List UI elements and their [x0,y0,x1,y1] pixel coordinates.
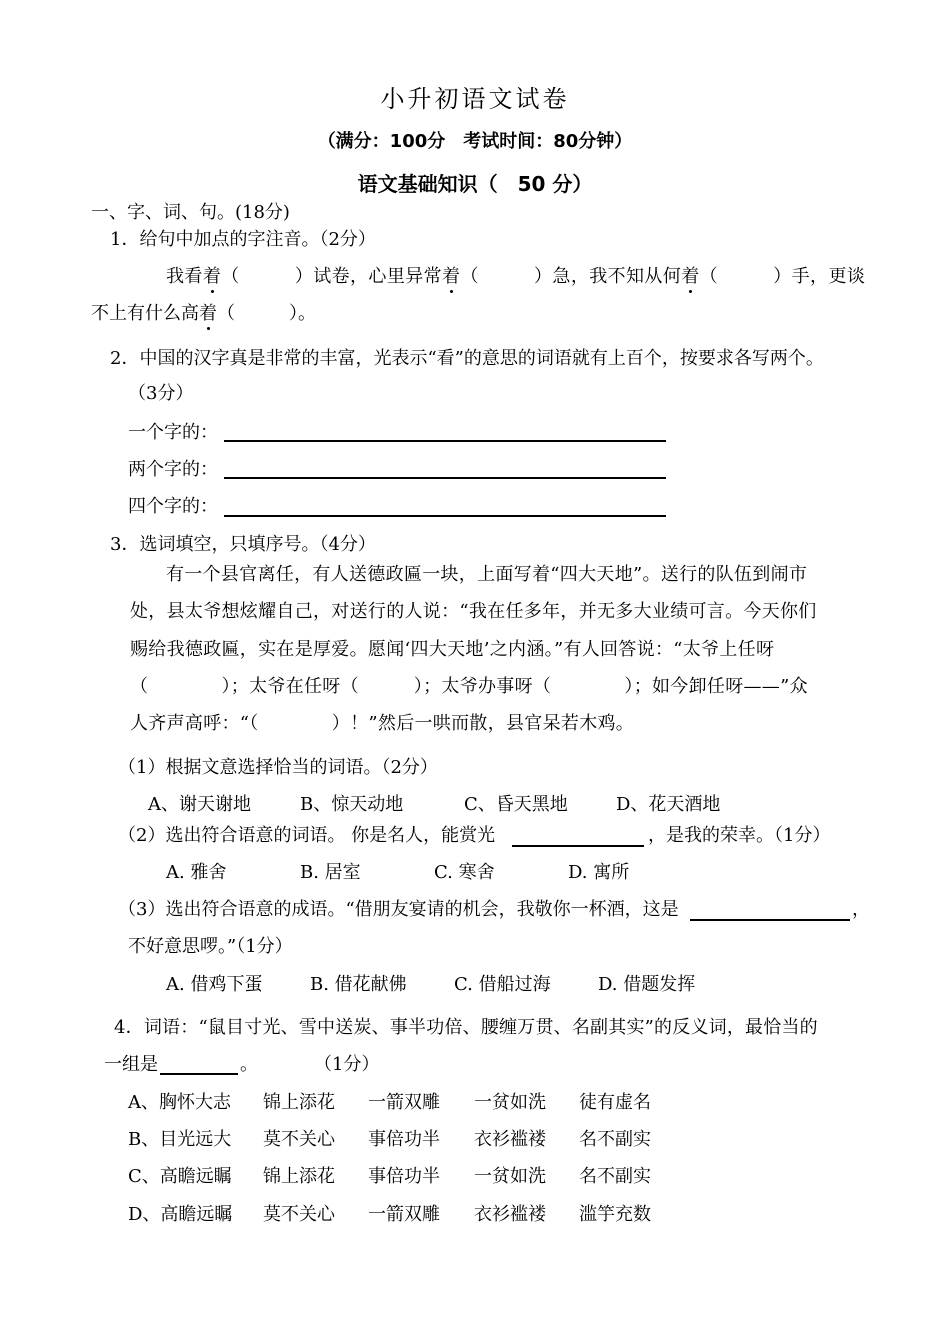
q4-row-b-1: B、目光远大 [128,1129,232,1150]
q1-text-3: （ ）急，我不知从何 [460,266,682,287]
q3-sub2-option-a: A. 雅舍 [166,862,227,883]
q1-dotted-char-3: 着 [681,266,700,287]
q3-sub2-option-c: C. 寒舍 [434,862,495,883]
q3-sub2-stem-b: ，是我的荣幸。（1分） [648,825,831,846]
q2-stem: 2．中国的汉字真是非常的丰富，光表示“看”的意思的词语就有上百个，按要求各写两个。 [110,348,824,369]
exam-subtitle: （满分：100分 考试时间：80分钟） [317,131,633,152]
q1-text-4: （ ）手，更谈 [699,266,866,287]
q2-label-3: 四个字的： [128,496,218,517]
q3-sub3-option-d: D. 借题发挥 [598,974,696,995]
q4-answer-line[interactable] [160,1073,238,1075]
q2-label-2: 两个字的： [128,459,218,480]
q3-sub2-stem-a: （2）选出符合语意的词语。 你是名人，能赏光 [118,825,496,846]
q3-sub3-answer-line[interactable] [690,919,850,921]
q2-answer-line-2[interactable] [224,477,666,479]
q1-text-2: （ ）试卷，心里异常 [221,266,443,287]
q1-sentence-line2 [91,302,316,326]
q4-row-b-3: 事倍功半 [368,1129,440,1150]
q3-sub3-option-b: B. 借花献佛 [310,974,407,995]
q4-row-c-3: 事倍功半 [368,1166,440,1187]
q4-row-c-1: C、高瞻远瞩 [128,1166,232,1187]
q3-sub3-option-c: C. 借船过海 [454,974,551,995]
q3-passage-line-3: 赐给我德政匾，实在是厚爱。愿闻‘四大天地’之内涵。”有人回答说：“太爷上任呀 [130,639,775,660]
q3-passage-line-1: 有一个县官离任，有人送德政匾一块，上面写着“四大天地”。送行的队伍到闹市 [166,564,808,585]
q3-stem: 3．选词填空，只填序号。（4分） [110,534,376,555]
q4-row-d-3: 一箭双雕 [368,1204,440,1225]
q4-stem: 4．词语：“鼠目寸光、雪中送炭、事半功倍、腰缠万贯、名副其实”的反义词，最恰当的 [114,1017,818,1038]
q4-stem2-b: 。 [240,1054,258,1075]
q1-sentence-line1 [166,265,865,289]
q3-sub2-option-d: D. 寓所 [568,862,630,883]
q4-score: （1分） [314,1054,380,1075]
q3-sub1-option-d: D、花天酒地 [616,794,721,815]
q4-row-b-4: 衣衫褴褛 [474,1129,546,1150]
q1-dotted-char-2: 着 [442,266,461,287]
q3-sub2-answer-line[interactable] [512,845,644,847]
q3-sub3-stem-c: 不好意思啰。”（1分） [128,936,293,957]
section-title: 语文基础知识（ 50 分） [357,172,593,196]
exam-title: 小升初语文试卷 [380,85,570,113]
q4-row-b-5: 名不副实 [579,1129,651,1150]
q1-text-5: 不上有什么高 [91,303,199,324]
q4-row-d-4: 衣衫褴褛 [474,1204,546,1225]
q3-sub1-stem: （1）根据文意选择恰当的词语。（2分） [118,757,438,778]
q4-row-c-2: 锦上添花 [263,1166,335,1187]
q4-row-d-1: D、高瞻远瞩 [128,1204,233,1225]
q4-row-b-2: 莫不关心 [263,1129,335,1150]
q4-row-c-4: 一贫如洗 [474,1166,546,1187]
q4-row-d-5: 滥竽充数 [579,1204,651,1225]
q2-label-1: 一个字的： [128,422,218,443]
q3-sub3-option-a: A. 借鸡下蛋 [166,974,263,995]
q3-sub1-option-c: C、昏天黑地 [464,794,568,815]
q2-answer-line-1[interactable] [224,440,666,442]
q3-sub2-option-b: B. 居室 [300,862,361,883]
q3-passage-line-5: 人齐声高呼：“（ ）！”然后一哄而散，县官呆若木鸡。 [130,713,635,734]
q4-row-a-1: A、胸怀大志 [128,1092,231,1113]
q4-row-a-3: 一箭双雕 [368,1092,440,1113]
q2-answer-line-3[interactable] [224,515,666,517]
q3-passage-line-4: （ ）；太爷在任呀（ ）；太爷办事呀（ ）；如今卸任呀——”众 [130,676,808,697]
q1-text-1: 我看 [166,266,203,287]
q1-text-6: （ ）。 [217,303,316,324]
q3-sub1-option-b: B、惊天动地 [300,794,404,815]
q4-row-d-2: 莫不关心 [263,1204,335,1225]
q1-stem: 1．给句中加点的字注音。（2分） [110,229,376,250]
q2-score: （3分） [128,383,194,404]
q1-dotted-char-1: 着 [202,266,222,287]
q4-stem2-a: 一组是 [104,1054,158,1075]
q1-dotted-char-4: 着 [199,303,217,324]
q3-sub1-option-a: A、谢天谢地 [148,794,251,815]
q3-passage-line-2: 处，县太爷想炫耀自己，对送行的人说：“我在任多年，并无多大业绩可言。今天你们 [130,601,817,622]
q3-sub3-stem-a: （3）选出符合语意的成语。“借朋友宴请的机会，我敬你一杯酒，这是 [118,899,679,920]
q4-row-a-4: 一贫如洗 [474,1092,546,1113]
q4-row-c-5: 名不副实 [579,1166,651,1187]
part1-heading: 一、字、词、句。(18分) [91,202,290,223]
q4-row-a-2: 锦上添花 [263,1092,335,1113]
q3-sub3-stem-b: ， [852,899,870,920]
q4-row-a-5: 徒有虚名 [579,1092,651,1113]
